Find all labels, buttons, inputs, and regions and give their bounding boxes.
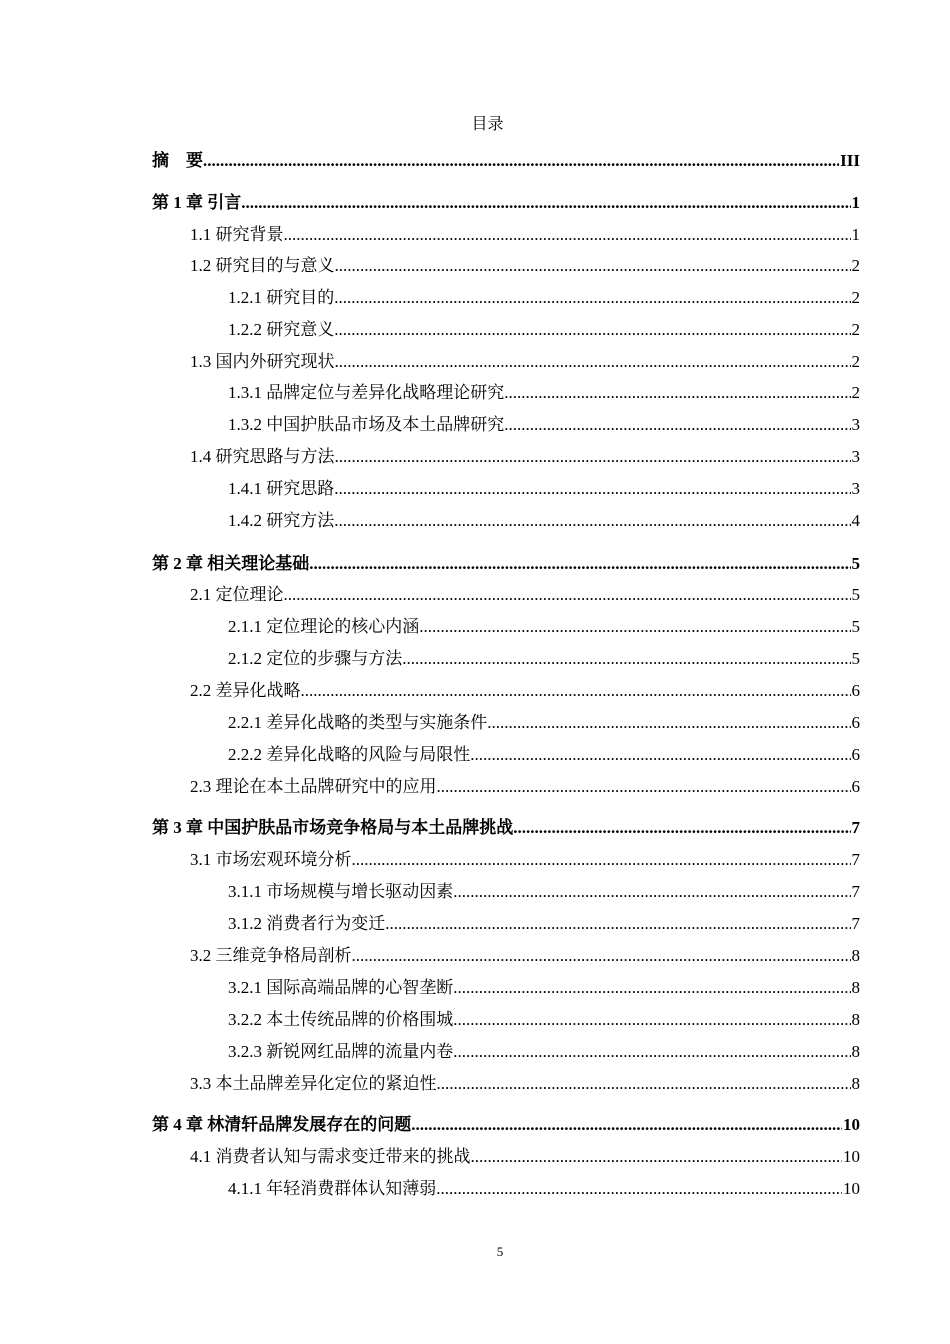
toc-entry-abstract[interactable]	[152, 150, 860, 172]
toc-entry-page: 4	[851, 511, 860, 530]
toc-entry-page: 6	[851, 777, 860, 796]
toc-entry-3-2-1[interactable]	[228, 977, 860, 999]
toc-entry-page: 10	[843, 1147, 860, 1166]
toc-entry-label: 1.1 研究背景	[190, 225, 284, 244]
toc-entry-page: 7	[851, 882, 860, 901]
toc-entry-page: 8	[851, 946, 860, 965]
toc-entry-label: 第 1 章 引言	[152, 193, 242, 212]
toc-entry-4-1[interactable]	[190, 1146, 860, 1168]
toc-entry-1-3-2[interactable]	[228, 414, 860, 436]
toc-entry-label: 2.2.2 差异化战略的风险与局限性	[228, 745, 471, 764]
toc-entry-page: 6	[851, 681, 860, 700]
toc-entry-label: 1.4.2 研究方法	[228, 511, 335, 530]
toc-entry-label: 4.1.1 年轻消费群体认知薄弱	[228, 1179, 437, 1198]
toc-entry-1-3[interactable]	[190, 351, 860, 373]
toc-entry-page: 6	[851, 713, 860, 732]
toc-entry-label: 第 2 章 相关理论基础	[152, 554, 310, 573]
toc-entry-page: 10	[843, 1179, 860, 1198]
page-title: 目录	[471, 116, 504, 133]
toc-entry-label: 3.2.2 本土传统品牌的价格围城	[228, 1010, 454, 1029]
toc-entry-2-2-2[interactable]	[228, 744, 860, 766]
toc-entry-2-1[interactable]	[190, 584, 860, 606]
toc-entry-3-1[interactable]	[190, 849, 860, 871]
toc-entry-label: 3.2 三维竞争格局剖析	[190, 946, 352, 965]
toc-entry-label: 3.3 本土品牌差异化定位的紧迫性	[190, 1074, 437, 1093]
toc-entry-page: 5	[851, 554, 860, 573]
toc-entry-page: 7	[851, 818, 860, 837]
toc-entry-label: 1.3.2 中国护肤品市场及本土品牌研究	[228, 415, 505, 434]
toc-entry-label: 1.2.1 研究目的	[228, 288, 335, 307]
toc-entry-label: 3.1.1 市场规模与增长驱动因素	[228, 882, 454, 901]
toc-entry-label: 4.1 消费者认知与需求变迁带来的挑战	[190, 1147, 471, 1166]
toc-entry-page: 6	[851, 745, 860, 764]
toc-entry-1-2[interactable]	[190, 255, 860, 277]
toc-entry-1-1[interactable]	[190, 224, 860, 246]
toc-entry-1-4-2[interactable]	[228, 510, 860, 532]
toc-entry-page: 5	[851, 617, 860, 636]
toc-entry-page: 3	[851, 479, 860, 498]
toc-entry-label: 1.4.1 研究思路	[228, 479, 335, 498]
toc-entry-label: 第 3 章 中国护肤品市场竞争格局与本土品牌挑战	[152, 818, 514, 837]
toc-entry-page: 1	[851, 225, 860, 244]
toc-entry-label: 3.1.2 消费者行为变迁	[228, 914, 386, 933]
toc-entry-label: 摘 要	[152, 151, 203, 170]
toc-entry-2-2-1[interactable]	[228, 712, 860, 734]
toc-entry-2-1-2[interactable]	[228, 648, 860, 670]
toc-entry-page: 1	[851, 193, 860, 212]
toc-entry-label: 3.2.3 新锐网红品牌的流量内卷	[228, 1042, 454, 1061]
toc-entry-3-1-2[interactable]	[228, 913, 860, 935]
toc-entry-chapter-2[interactable]	[152, 553, 860, 575]
toc-entry-page: III	[840, 151, 860, 170]
toc-entry-page: 3	[851, 415, 860, 434]
page-number: 5	[496, 1244, 504, 1259]
toc-entry-page: 2	[851, 256, 860, 275]
toc-entry-page: 2	[851, 352, 860, 371]
toc-entry-page: 7	[851, 850, 860, 869]
toc-entry-4-1-1[interactable]	[228, 1178, 860, 1200]
toc-entry-label: 1.4 研究思路与方法	[190, 447, 335, 466]
toc-entry-label: 1.3 国内外研究现状	[190, 352, 335, 371]
toc-entry-label: 2.3 理论在本土品牌研究中的应用	[190, 777, 437, 796]
toc-entry-label: 2.2 差异化战略	[190, 681, 301, 700]
toc-entry-chapter-1[interactable]	[152, 192, 860, 214]
toc-entry-chapter-4[interactable]	[152, 1114, 860, 1136]
toc-entry-label: 1.3.1 品牌定位与差异化战略理论研究	[228, 383, 505, 402]
toc-entry-page: 5	[851, 649, 860, 668]
toc-entry-label: 3.2.1 国际高端品牌的心智垄断	[228, 978, 454, 997]
toc-entry-3-2-3[interactable]	[228, 1041, 860, 1063]
toc-entry-page: 8	[851, 1074, 860, 1093]
toc-entry-page: 5	[851, 585, 860, 604]
toc-entry-page: 8	[851, 1010, 860, 1029]
toc-entry-2-1-1[interactable]	[228, 616, 860, 638]
toc-entry-page: 10	[843, 1115, 860, 1134]
toc-entry-1-4-1[interactable]	[228, 478, 860, 500]
toc-entry-3-3[interactable]	[190, 1073, 860, 1095]
toc-entry-label: 1.2 研究目的与意义	[190, 256, 335, 275]
toc-entry-page: 2	[851, 383, 860, 402]
toc-entry-label: 2.2.1 差异化战略的类型与实施条件	[228, 713, 488, 732]
toc-entry-page: 2	[851, 320, 860, 339]
toc-entry-2-2[interactable]	[190, 680, 860, 702]
toc-entry-label: 3.1 市场宏观环境分析	[190, 850, 352, 869]
toc-entry-3-2[interactable]	[190, 945, 860, 967]
toc-entry-page: 8	[851, 1042, 860, 1061]
toc-entry-3-1-1[interactable]	[228, 881, 860, 903]
toc-entry-3-2-2[interactable]	[228, 1009, 860, 1031]
toc-entry-label: 2.1 定位理论	[190, 585, 284, 604]
toc-entry-label: 2.1.2 定位的步骤与方法	[228, 649, 403, 668]
toc-entry-1-2-1[interactable]	[228, 287, 860, 309]
toc-entry-1-3-1[interactable]	[228, 382, 860, 404]
toc-entry-1-2-2[interactable]	[228, 319, 860, 341]
toc-entry-1-4[interactable]	[190, 446, 860, 468]
toc-entry-page: 3	[851, 447, 860, 466]
toc-entry-chapter-3[interactable]	[152, 817, 860, 839]
toc-entry-label: 第 4 章 林清轩品牌发展存在的问题	[152, 1115, 412, 1134]
toc-entry-2-3[interactable]	[190, 776, 860, 798]
toc-entry-page: 7	[851, 914, 860, 933]
toc-entry-page: 8	[851, 978, 860, 997]
toc-entry-label: 2.1.1 定位理论的核心内涵	[228, 617, 420, 636]
toc-entry-page: 2	[851, 288, 860, 307]
toc-entry-label: 1.2.2 研究意义	[228, 320, 335, 339]
